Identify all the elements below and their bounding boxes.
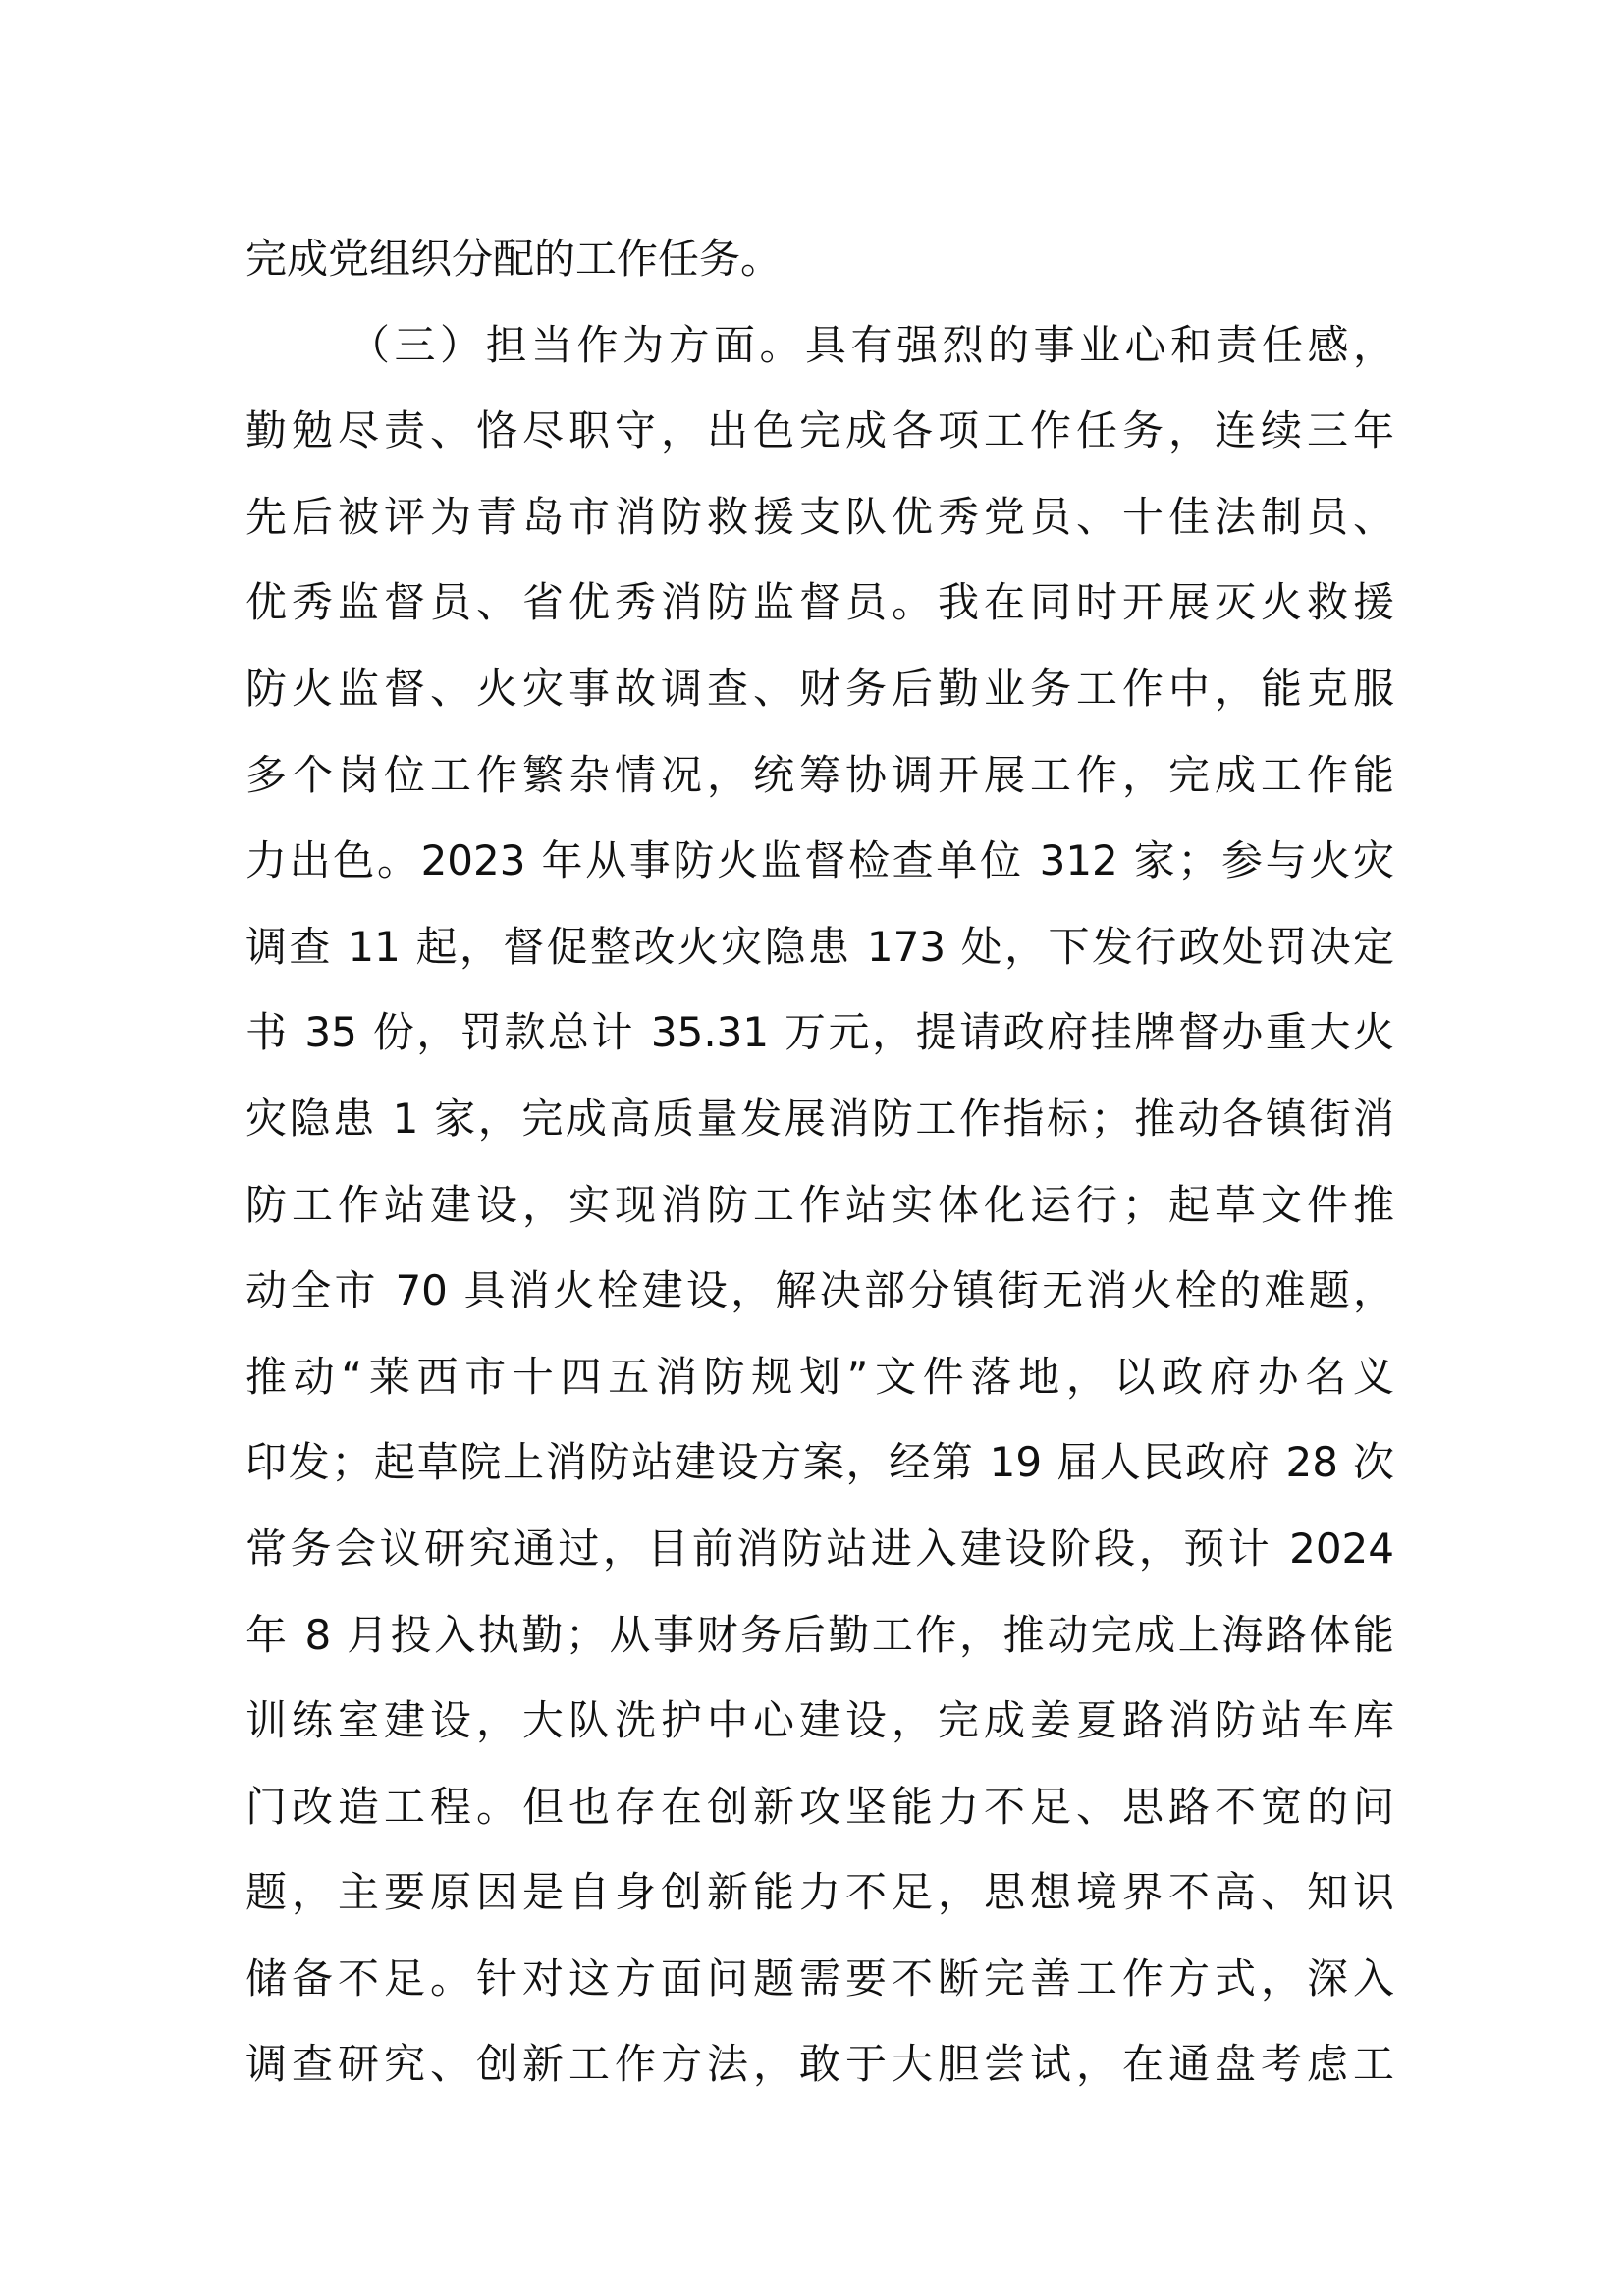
text-line: 优秀监督员、省优秀消防监督员。我在同时开展灭火救援 xyxy=(245,578,1394,627)
text-line: 动全市 70 具消火栓建设，解决部分镇街无消火栓的难题， xyxy=(245,1266,1394,1315)
text-line: 调查 11 起，督促整改火灾隐患 173 处，下发行政处罚决定 xyxy=(245,922,1394,971)
section-heading-line: （三）担当作为方面。具有强烈的事业心和责任感， xyxy=(349,320,1394,369)
text-line: 调查研究、创新工作方法，敢于大胆尝试，在通盘考虑工 xyxy=(245,2040,1394,2089)
text-line: 力出色。2023 年从事防火监督检查单位 312 家；参与火灾 xyxy=(245,836,1394,885)
text-line: 题，主要原因是自身创新能力不足，思想境界不高、知识 xyxy=(245,1868,1394,1917)
text-line: 防火监督、火灾事故调查、财务后勤业务工作中，能克服 xyxy=(245,664,1394,713)
text-line: 勤勉尽责、恪尽职守，出色完成各项工作任务，连续三年 xyxy=(245,406,1394,455)
text-line: 先后被评为青岛市消防救援支队优秀党员、十佳法制员、 xyxy=(245,492,1394,541)
text-line: 防工作站建设，实现消防工作站实体化运行；起草文件推 xyxy=(245,1180,1394,1229)
text-line: 书 35 份，罚款总计 35.31 万元，提请政府挂牌督办重大火 xyxy=(245,1008,1394,1057)
text-line: 门改造工程。但也存在创新攻坚能力不足、思路不宽的问 xyxy=(245,1782,1394,1831)
body-text xyxy=(245,216,1394,2108)
text-line: 推动“莱西市十四五消防规划”文件落地，以政府办名义 xyxy=(245,1352,1394,1401)
text-line: 常务会议研究通过，目前消防站进入建设阶段，预计 2024 xyxy=(245,1523,1394,1573)
text-line: 灾隐患 1 家，完成高质量发展消防工作指标；推动各镇街消 xyxy=(245,1094,1394,1143)
text-line: 多个岗位工作繁杂情况，统筹协调开展工作，完成工作能 xyxy=(245,750,1394,799)
text-line: 印发；起草院上消防站建设方案，经第 19 届人民政府 28 次 xyxy=(245,1438,1394,1487)
text-line: 年 8 月投入执勤；从事财务后勤工作，推动完成上海路体能 xyxy=(245,1610,1394,1659)
text-line: 储备不足。针对这方面问题需要不断完善工作方式，深入 xyxy=(245,1953,1394,2002)
text-line: 完成党组织分配的工作任务。 xyxy=(245,235,783,283)
text-line: 训练室建设，大队洗护中心建设，完成姜夏路消防站车库 xyxy=(245,1696,1394,1745)
